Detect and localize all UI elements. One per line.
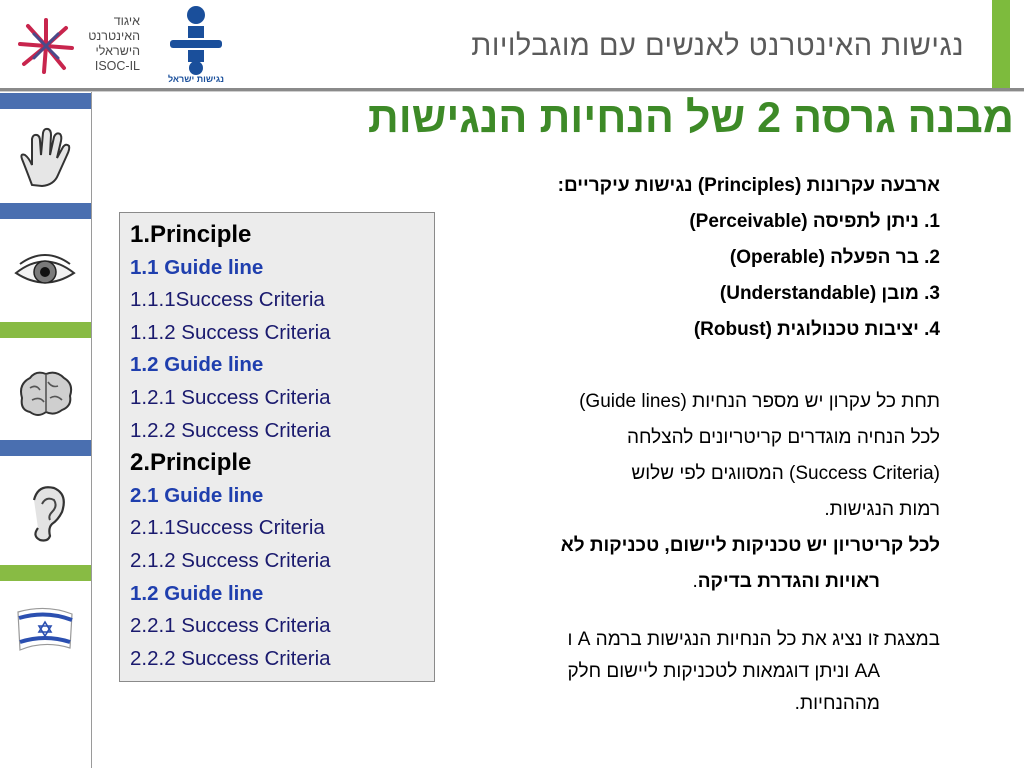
- isoc-line: הישראלי: [95, 44, 140, 58]
- box-line-criteria: 1.1.2 Success Criteria: [130, 320, 331, 344]
- israel-flag-icon: [12, 598, 78, 664]
- slide-title: מבנה גרסה 2 של הנחיות הנגישות: [367, 94, 1014, 142]
- box-line-guideline: 1.1 Guide line: [130, 255, 264, 279]
- isoc-logo: [14, 14, 78, 78]
- techniques-line2: ראויות והגדרת בדיקה: [697, 571, 880, 592]
- isoc-name: [80, 14, 140, 74]
- isoc-line: איגוד: [113, 14, 140, 28]
- sidebar-bar-blue: [0, 203, 91, 219]
- box-line-guideline: 1.2 Guide line: [130, 353, 264, 377]
- header-divider-light: [0, 91, 1024, 92]
- isoc-line: האינטרנט: [88, 29, 140, 43]
- presentation-paragraph-line: AA וניתן דוגמאות לטכניקות ליישום חלק: [567, 661, 880, 682]
- brain-icon: [12, 362, 78, 428]
- techniques-line-cont: [420, 564, 940, 600]
- sidebar-divider: [91, 92, 92, 768]
- guidelines-paragraph-line: (Success Criteria) המסווגים לפי שלוש: [631, 463, 940, 484]
- principle-item: 4. יציבות טכנולוגית (Robust): [693, 319, 940, 340]
- isoc-line: ISOC-IL: [94, 59, 140, 73]
- principles-intro: ארבעה עקרונות (Principles) נגישות עיקריים:: [557, 175, 940, 196]
- box-line-guideline: 1.2 Guide line: [130, 581, 264, 605]
- principles-structure-box: [119, 212, 435, 682]
- accessibility-logo-caption: נגישות ישראל: [167, 74, 225, 84]
- guidelines-paragraph-line: רמות הנגישות.: [824, 499, 940, 520]
- box-line-criteria: 2.2.1 Success Criteria: [130, 614, 331, 638]
- box-line-criteria: 1.1.1Success Criteria: [130, 288, 325, 312]
- sidebar-bar-blue: [0, 93, 91, 109]
- box-line-criteria: 2.1.2 Success Criteria: [130, 548, 331, 572]
- guidelines-paragraph-line: תחת כל עקרון יש מספר הנחיות (Guide lines): [579, 391, 940, 412]
- hand-icon: [12, 125, 78, 191]
- box-line-criteria: 2.1.1Success Criteria: [130, 516, 325, 540]
- box-line-criteria: 1.2.1 Success Criteria: [130, 385, 331, 409]
- content-text: [420, 168, 940, 720]
- box-line-principle: 2.Principle: [130, 449, 252, 477]
- techniques-line: לכל קריטריון יש טכניקות ליישום, טכניקות לא: [560, 535, 940, 556]
- ear-icon: [12, 480, 78, 546]
- principle-item: 3. מובן (Understandable): [719, 283, 940, 304]
- techniques-period: .: [692, 571, 698, 592]
- box-line-criteria: 1.2.2 Success Criteria: [130, 418, 331, 442]
- header-accent-bar: [992, 0, 1010, 90]
- presentation-paragraph-line: במצגת זו נציג את כל הנחיות הנגישות ברמה A ו: [567, 629, 940, 650]
- header-title: נגישות האינטרנט לאנשים עם מוגבלויות: [471, 30, 964, 62]
- sidebar-bar-green: [0, 565, 91, 581]
- sidebar-bar-green: [0, 322, 91, 338]
- sidebar-bar-blue: [0, 440, 91, 456]
- eye-icon: [12, 240, 78, 306]
- principle-item: 1. ניתן לתפיסה (Perceivable): [689, 211, 940, 232]
- principle-item: 2. בר הפעלה (Operable): [729, 247, 940, 268]
- box-line-guideline: 2.1 Guide line: [130, 483, 264, 507]
- presentation-paragraph-line: מההנחיות.: [794, 693, 880, 714]
- box-line-criteria: 2.2.2 Success Criteria: [130, 646, 331, 670]
- box-line-principle: 1.Principle: [130, 221, 252, 248]
- guidelines-paragraph-line: לכל הנחיה מוגדרים קריטריונים להצלחה: [626, 427, 940, 448]
